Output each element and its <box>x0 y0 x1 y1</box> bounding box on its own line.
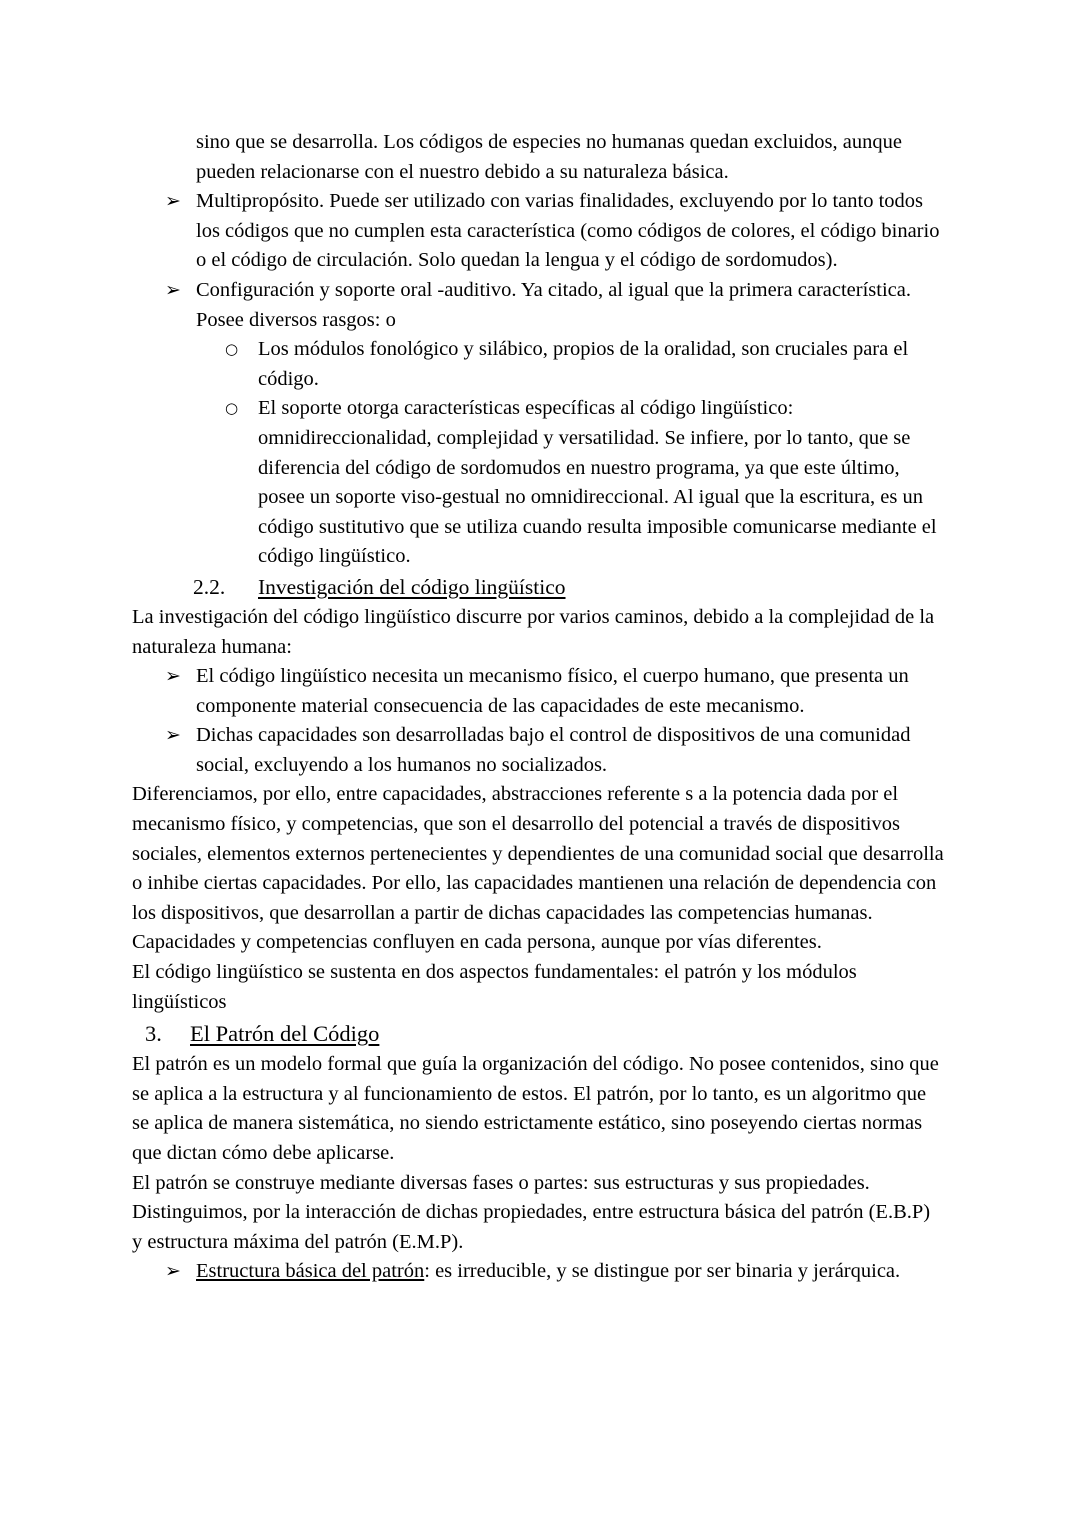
section-title: Investigación del código lingüístico <box>258 574 566 599</box>
arrowhead-bullet-icon: ➢ <box>165 278 181 301</box>
list-item <box>132 335 945 394</box>
list-item <box>132 1257 945 1287</box>
list-item <box>132 394 945 572</box>
paragraph: La investigación del código lingüístico discurre por varios caminos, debido a la complejidad de la naturaleza humana: <box>132 605 935 658</box>
list-item-lead-term: Estructura básica del patrón <box>196 1260 425 1283</box>
section-number: 3. <box>145 1021 162 1047</box>
list-item <box>132 721 945 780</box>
list-item-text: Configuración y soporte oral -auditivo. Ya citado, al igual que la primera característica. Posee diversos rasgos: o <box>196 278 911 331</box>
list-item-text: Multipropósito. Puede ser utilizado con varias finalidades, excluyendo por lo tanto todos los códigos que no cumplen esta característica (como códigos de colores, el código binario o el código de circulación. Solo quedan la lengua y el código de sordomudos). <box>196 190 940 272</box>
list-item-text: El soporte otorga características específicas al código lingüístico: omnidireccionalidad, complejidad y versatilidad. Se infiere, por lo tanto, que se diferencia del código de sordomudos en nuestro programa, ya que este último, posee un soporte viso-gestual no omnidireccional. Al igual que la escritura, es un código sustitutivo que se utiliza cuando resulta imposible comunicarse mediante el código lingüístico. <box>258 397 937 568</box>
arrowhead-bullet-icon: ➢ <box>165 724 181 747</box>
paragraph-continued: sino que se desarrolla. Los códigos de especies no humanas quedan excluidos, aunque pueden relacionarse con el nuestro debido a su naturaleza básica. <box>196 131 902 183</box>
document-body <box>132 128 945 1287</box>
circle-bullet-icon: ○ <box>225 399 239 418</box>
list-item-text: : es irreducible, y se distingue por ser binaria y jerárquica. <box>424 1260 901 1283</box>
paragraph: El patrón se construye mediante diversas fases o partes: sus estructuras y sus propiedades. Distinguimos, por la interacción de dichas propiedades, entre estructura básica del patrón (E.B.P) y estructura máxima del patrón (E.M.P). <box>132 1171 931 1253</box>
list-item-text: Dichas capacidades son desarrolladas bajo el control de dispositivos de una comunidad social, excluyendo a los humanos no socializados. <box>196 724 911 776</box>
arrowhead-bullet-icon: ➢ <box>165 190 181 213</box>
arrowhead-bullet-icon: ➢ <box>165 1260 181 1283</box>
section-number: 2.2. <box>193 574 226 599</box>
list-item-text: El código lingüístico necesita un mecanismo físico, el cuerpo humano, que presenta un componente material consecuencia de las capacidades de este mecanismo. <box>196 665 909 717</box>
bullet-list-level1-c <box>132 1257 945 1287</box>
list-item <box>132 276 945 335</box>
section-heading-3 <box>132 1017 945 1050</box>
section-heading-2-2 <box>132 572 945 603</box>
bullet-list-level1-a <box>132 187 945 335</box>
paragraph: Diferenciamos, por ello, entre capacidades, abstracciones referente s a la potencia dada por el mecanismo físico, y competencias, que son el desarrollo del potencial a través de dispositivos sociales, elementos externos pertenecientes y dependientes de una comunidad social que desarrolla o inhibe ciertas capacidades. Por ello, las capacidades mantienen una relación de dependencia con los dispositivos, que desarrollan a partir de dichas capacidades las competencias humanas. Capacidades y competencias confluyen en cada persona, aunque por vías diferentes. <box>132 783 944 954</box>
section-title: El Patrón del Código <box>190 1021 380 1047</box>
list-item <box>132 187 945 276</box>
list-item <box>132 662 945 721</box>
bullet-list-level1-b <box>132 662 945 780</box>
list-item-text: Los módulos fonológico y silábico, propios de la oralidad, son cruciales para el código. <box>258 338 909 390</box>
paragraph: El patrón es un modelo formal que guía la organización del código. No posee contenidos, sino que se aplica a la estructura y al funcionamiento de estos. El patrón, por lo tanto, es un algoritmo que se aplica de manera sistemática, no siendo estrictamente estático, sino poseyendo ciertas normas que dictan cómo debe aplicarse. <box>132 1053 939 1164</box>
bullet-list-level2 <box>132 335 945 572</box>
paragraph: El código lingüístico se sustenta en dos aspectos fundamentales: el patrón y los módulos lingüísticos <box>132 961 857 1013</box>
arrowhead-bullet-icon: ➢ <box>165 665 181 688</box>
circle-bullet-icon: ○ <box>225 340 239 359</box>
